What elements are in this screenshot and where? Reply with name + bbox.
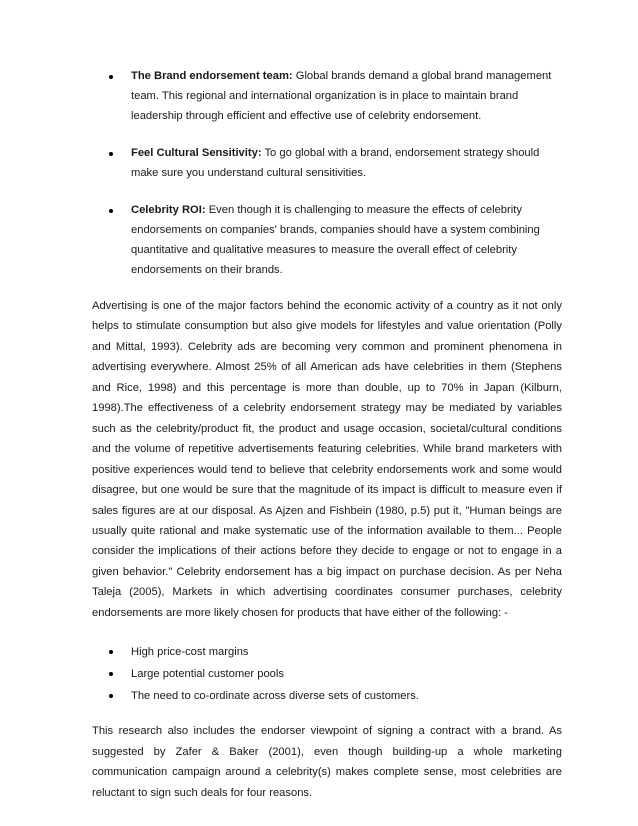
- bullet-term: Celebrity ROI:: [131, 204, 206, 216]
- bullet-text: Even though it is challenging to measure the effects of celebrity endorsements on companies' brands, companies should have a system combining quantitative and qualitative measures to measure the overall effect of celebrity endorsements on their brands.: [131, 204, 540, 276]
- list-item: [92, 200, 562, 280]
- list-item: The need to co-ordinate across diverse sets of customers.: [92, 686, 562, 706]
- bullet-list-top: [92, 66, 562, 280]
- bullet-term: The Brand endorsement team:: [131, 70, 293, 82]
- list-item: Large potential customer pools: [92, 664, 562, 684]
- page-content: [92, 66, 562, 803]
- list-item: [92, 66, 562, 126]
- bullet-term: Feel Cultural Sensitivity:: [131, 147, 262, 159]
- bullet-text: To go global with a brand, endorsement strategy should make sure you understand cultural sensitivities.: [131, 147, 540, 179]
- bullet-list-mid: [92, 642, 562, 706]
- list-item: High price-cost margins: [92, 642, 562, 662]
- body-paragraph: Advertising is one of the major factors behind the economic activity of a country as it not only helps to stimulate consumption but also give models for lifestyles and value orientation (Polly and Mittal, 1993). Celebrity ads are becoming very common and prominent phenomena in advertising everywhere. Almost 25% of all American ads have celebrities in them (Stephens and Rice, 1998) and this percentage is more than double, up to 70% in Japan (Kilburn, 1998).The effectiveness of a celebrity endorsement strategy may be mediated by variables such as the celebrity/product fit, the product and usage occasion, societal/cultural conditions and the volume of repetitive advertisements featuring celebrities. While brand marketers with positive experiences would tend to believe that celebrity endorsements work and some would disagree, but one would be sure that the magnitude of its impact is difficult to measure even if sales figures are at our disposal. As Ajzen and Fishbein (1980, p.5) put it, "Human beings are usually quite rational and make systematic use of the information available to them... People consider the implications of their actions before they decide to engage or not to engage in a given behavior." Celebrity endorsement has a big impact on purchase decision. As per Neha Taleja (2005), Markets in which advertising coordinates consumer purchases, celebrity endorsements are more likely chosen for products that have either of the following: -: [92, 300, 562, 619]
- body-paragraph: This research also includes the endorser viewpoint of signing a contract with a brand. As suggested by Zafer & Baker (2001), even though building-up a whole marketing communication campaign around a celebrity(s) makes complete sense, most celebrities are reluctant to sign such deals for four reasons.: [92, 725, 562, 799]
- bullet-text: Global brands demand a global brand management team. This regional and international organization is in place to maintain brand leadership through efficient and effective use of celebrity endorsement.: [131, 70, 552, 122]
- list-item: [92, 143, 562, 183]
